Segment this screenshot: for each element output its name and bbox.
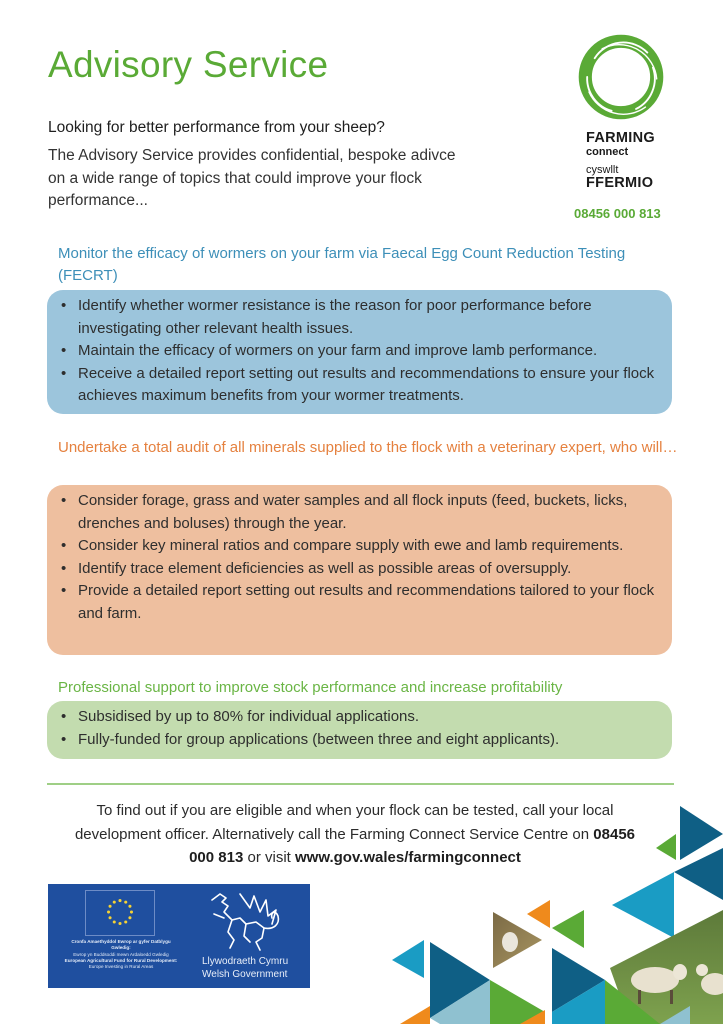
intro-paragraph: The Advisory Service provides confidential, bespoke adivce on a wide range of topics that could improve your flock performance... [48,147,456,209]
page-title: Advisory Service [48,44,329,85]
bullet-item: • Consider forage, grass and water samples and all flock inputs (feed, buckets, licks, drenches and boluses) through the year. [59,490,662,535]
eu-flag-icon [85,890,155,936]
logo-text-connect: connect [586,146,629,158]
farming-connect-logo [566,26,676,226]
bullet-item: • Identify trace element deficiencies as well as possible areas of oversupply. [59,558,662,581]
divider-line [47,783,674,785]
logo-text-ffermio: FFERMIO [586,175,654,191]
logo-phone-number: 08456 000 813 [574,206,661,221]
cta-phone-number[interactable]: 08456 000 813 [189,825,636,866]
bullet-item: • Identify whether wormer resistance is the reason for poor performance before investigating other relevant health issues. [59,295,662,340]
welsh-dragon-icon [206,890,284,954]
funding-logos-banner [48,884,310,988]
section-box-support [47,701,672,759]
cta-website-link[interactable]: www.gov.wales/farmingconnect [295,849,521,866]
bullet-item: • Fully-funded for group applications (between three and eight applicants). [59,729,662,752]
bullet-item: • Maintain the efficacy of wormers on your farm and improve lamb performance. [59,340,662,363]
cta-text: To find out if you are eligible and when your flock can be tested, call your local development officer. Alternatively call the Farming Connect Service Centre on [74,802,614,843]
section-heading-minerals: Undertake a total audit of all minerals supplied to the flock with a veterinary expert, who will… [58,439,678,456]
bullet-item: • Subsidised by up to 80% for individual applications. [59,706,662,729]
farming-connect-ring-icon [574,30,668,124]
section-heading-fecrt: Monitor the efficacy of wormers on your farm via Faecal Egg Count Reduction Testing (FECRT) [58,245,626,284]
bullet-item: • Consider key mineral ratios and compare supply with ewe and lamb requirements. [59,535,662,558]
logo-text-farming: FARMING [586,130,655,146]
lead-question: Looking for better performance from your sheep? [48,119,385,136]
section-box-fecrt [47,290,672,414]
cta-mid-text: or visit [247,849,291,866]
logo-text-cyswllt: cyswllt [586,164,619,176]
bullet-item: • Receive a detailed report setting out results and recommendations to ensure your flock achieves maximum benefits from your wormer treatments. [59,363,662,408]
bullet-item: • Provide a detailed report setting out results and recommendations tailored to your flock and farm. [59,580,662,625]
section-box-minerals [47,485,672,655]
section-heading-support: Professional support to improve stock performance and increase profitability [58,679,563,696]
welsh-government-text: Llywodraeth Cymru Welsh Government [202,956,289,980]
eu-fund-text: Cronfa Amaethyddol Ewrop ar gyfer Datblygu Gwledig: Ewrop yn Buddsoddi mewn Ardaloedd Gwledig European Agricultural Fund for Rural Development: Europe Investing in Rural Areas [64,939,178,970]
triangle-pattern-decoration [380,790,723,1024]
